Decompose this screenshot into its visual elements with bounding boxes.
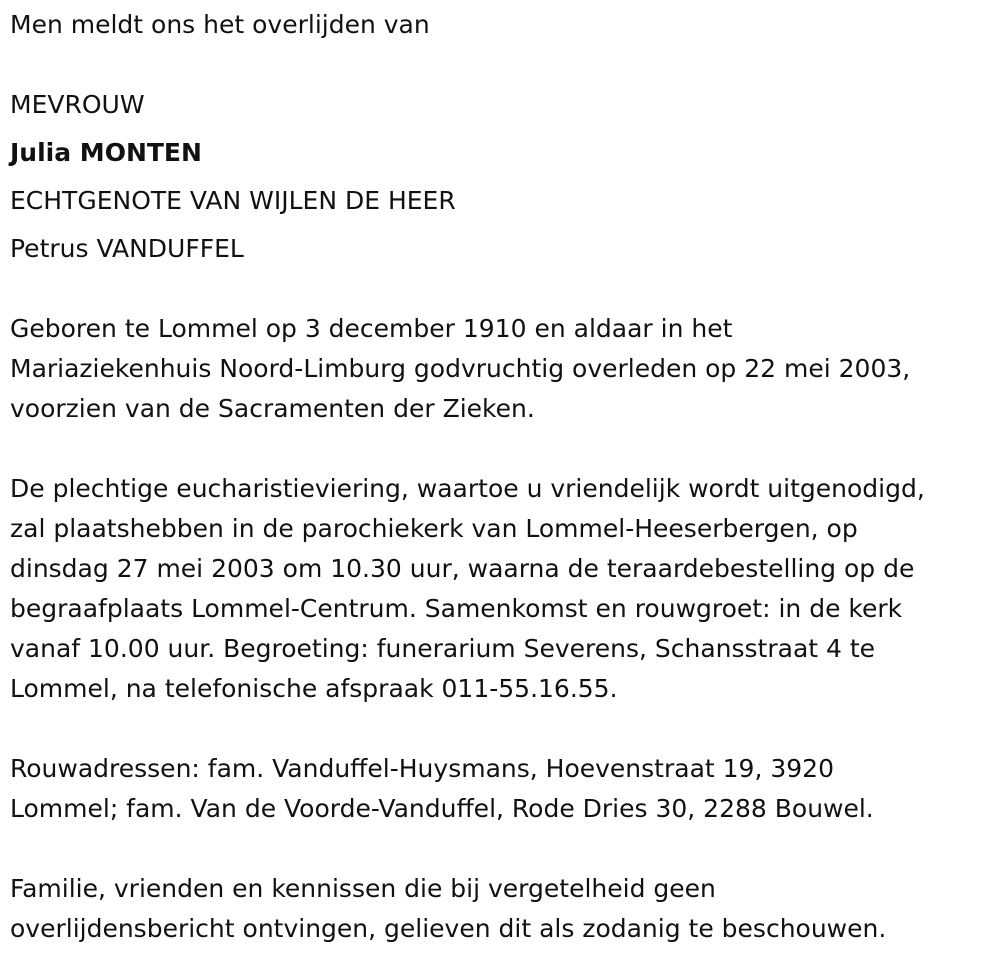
paragraph-line: Lommel; fam. Van de Voorde-Vanduffel, Rode Dries 30, 2288 Bouwel. (10, 794, 874, 823)
paragraph-line: De plechtige eucharistieviering, waartoe u vriendelijk wordt uitgenodigd, (10, 474, 925, 503)
paragraph-line: dinsdag 27 mei 2003 om 10.30 uur, waarna de teraardebestelling op de (10, 554, 915, 583)
paragraph-line: Lommel, na telefonische afspraak 011-55.16.55. (10, 674, 618, 703)
paragraph-line: begraafplaats Lommel-Centrum. Samenkomst en rouwgroet: in de kerk (10, 594, 903, 623)
paragraph-line: voorzien van de Sacramenten der Zieken. (10, 394, 535, 423)
relation-line: ECHTGENOTE VAN WIJLEN DE HEER (10, 186, 456, 215)
paragraph-line: Mariaziekenhuis Noord-Limburg godvruchtig overleden op 22 mei 2003, (10, 354, 911, 383)
addresses-paragraph (10, 749, 874, 829)
paragraph-line: Geboren te Lommel op 3 december 1910 en aldaar in het (10, 314, 733, 343)
intro-line: Men meldt ons het overlijden van (10, 10, 430, 39)
closing-paragraph (10, 869, 886, 949)
honorific: MEVROUW (10, 90, 145, 119)
spouse-name: Petrus VANDUFFEL (10, 234, 244, 263)
birth-death-paragraph (10, 309, 910, 429)
paragraph-line: Rouwadressen: fam. Vanduffel-Huysmans, Hoevenstraat 19, 3920 (10, 754, 834, 783)
paragraph-line: overlijdensbericht ontvingen, gelieven dit als zodanig te beschouwen. (10, 914, 887, 943)
deceased-name: Julia MONTEN (10, 138, 202, 167)
paragraph-line: zal plaatshebben in de parochiekerk van Lommel-Heeserbergen, op (10, 514, 858, 543)
ceremony-paragraph (10, 469, 925, 709)
paragraph-line: Familie, vrienden en kennissen die bij vergetelheid geen (10, 874, 716, 903)
paragraph-line: vanaf 10.00 uur. Begroeting: funerarium Severens, Schansstraat 4 te (10, 634, 876, 663)
